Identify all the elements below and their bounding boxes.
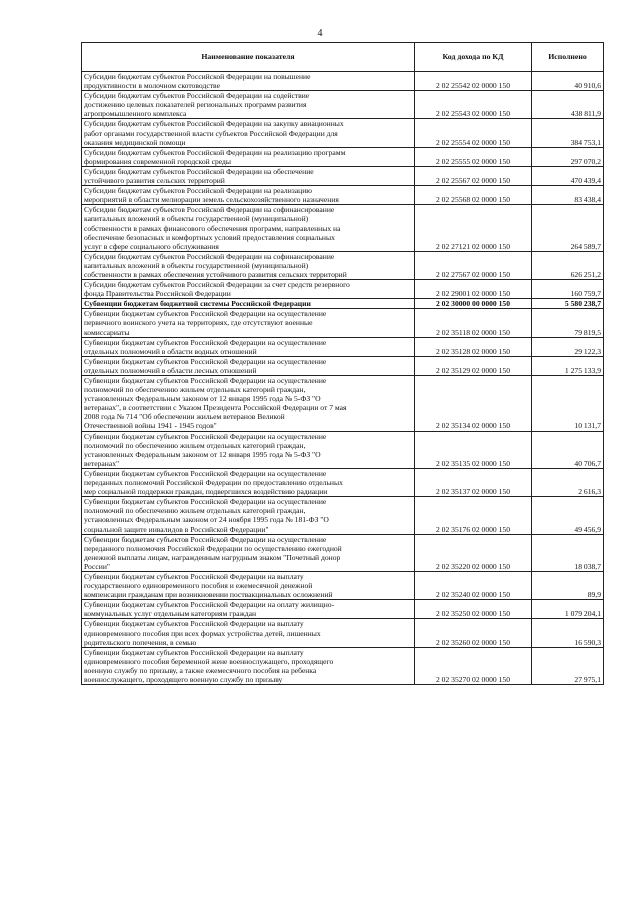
row-value-cell: 27 975,1 (532, 647, 604, 684)
row-code-cell: 2 02 27121 02 0000 150 (415, 205, 532, 251)
table-row (82, 280, 604, 299)
row-value-cell: 16 590,3 (532, 619, 604, 647)
row-name-cell: Субсидии бюджетам субъектов Российской Федерации за счет средств резервного фонда Правительства Российской Федерации (82, 280, 415, 299)
table-row (82, 497, 604, 534)
table-row (82, 166, 604, 185)
row-name-cell: Субвенции бюджетам субъектов Российской Федерации на оплату жилищно- коммунальных услуг отдельным категориям граждан (82, 600, 415, 619)
row-name-cell: Субсидии бюджетам субъектов Российской Федерации на софинансирование капитальных вложений в объекты государственной (муниципальной) собственности в рамках обеспечения устойчивого развития сельских территорий (82, 251, 415, 279)
row-code-cell: 2 02 25568 02 0000 150 (415, 186, 532, 205)
table-row (82, 299, 604, 309)
row-code-cell: 2 02 25555 02 0000 150 (415, 147, 532, 166)
row-code-cell: 2 02 35137 02 0000 150 (415, 468, 532, 496)
row-name-cell: Субсидии бюджетам субъектов Российской Федерации на софинансирование капитальных вложений в объекты государственной (муниципальной) собственности в рамках финансового обеспечения программ, направленных на обеспечение безопасных и комфортных условий предоставления социальных услуг в сфере социального обслуживания (82, 205, 415, 251)
row-code-cell: 2 02 29001 02 0000 150 (415, 280, 532, 299)
table-row (82, 534, 604, 571)
row-value-cell: 89,9 (532, 571, 604, 599)
table-row (82, 72, 604, 91)
row-code-cell: 2 02 35128 02 0000 150 (415, 337, 532, 356)
table-row (82, 376, 604, 432)
budget-table (81, 42, 604, 685)
table-body (82, 72, 604, 685)
row-value-cell: 29 122,3 (532, 337, 604, 356)
row-code-cell: 2 02 35270 02 0000 150 (415, 647, 532, 684)
row-code-cell: 2 02 25554 02 0000 150 (415, 119, 532, 147)
row-value-cell: 264 589,7 (532, 205, 604, 251)
row-name-cell: Субвенции бюджетам субъектов Российской Федерации на выплату единовременного пособия беременной жене военнослужащего, проходящего военную службу по призыву, а также ежемесячного пособия на ребенка военнослужащего, проходящего военную службу по призыву (82, 647, 415, 684)
table-row (82, 205, 604, 251)
table-row (82, 119, 604, 147)
row-value-cell: 5 580 238,7 (532, 299, 604, 309)
table-row (82, 186, 604, 205)
row-name-cell: Субсидии бюджетам субъектов Российской Федерации на обеспечение устойчивого развития сельских территорий (82, 166, 415, 185)
row-code-cell: 2 02 35250 02 0000 150 (415, 600, 532, 619)
row-name-cell: Субвенции бюджетам субъектов Российской Федерации на осуществление первичного воинского учета на территориях, где отсутствуют военные комиссариаты (82, 309, 415, 337)
table-row (82, 309, 604, 337)
row-value-cell: 40 706,7 (532, 431, 604, 468)
row-value-cell: 18 038,7 (532, 534, 604, 571)
row-value-cell: 160 759,7 (532, 280, 604, 299)
row-code-cell: 2 02 35240 02 0000 150 (415, 571, 532, 599)
row-name-cell: Субсидии бюджетам субъектов Российской Федерации на закупку авиационных работ органами государственной власти субъектов Российской Федерации для оказания медицинской помощи (82, 119, 415, 147)
table-row (82, 147, 604, 166)
row-name-cell: Субвенции бюджетам субъектов Российской Федерации на выплату государственного единовременного пособия и ежемесячной денежной компенсации гражданам при возникновении поствакцинальных осложнений (82, 571, 415, 599)
row-name-cell: Субвенции бюджетам субъектов Российской Федерации на выплату единовременного пособия при всех формах устройства детей, лишенных родительского попечения, в семью (82, 619, 415, 647)
row-value-cell: 2 616,3 (532, 468, 604, 496)
row-name-cell: Субвенции бюджетам субъектов Российской Федерации на осуществление полномочий по обеспечению жильем отдельных категорий граждан, установленных Федеральным законом от 24 ноября 1995 года № 181-ФЗ "О социальной защите инвалидов в Российской Федерации" (82, 497, 415, 534)
row-code-cell: 2 02 30000 00 0000 150 (415, 299, 532, 309)
page-number: 4 (317, 28, 323, 39)
table-row (82, 468, 604, 496)
table-row (82, 571, 604, 599)
table-row (82, 619, 604, 647)
row-value-cell: 470 439,4 (532, 166, 604, 185)
row-name-cell: Субвенции бюджетам субъектов Российской Федерации на осуществление полномочий по обеспечению жильем отдельных категорий граждан, установленных Федеральным законом от 12 января 1995 года № 5-ФЗ "О ветеранах", в соответствии с Указом Президента Российской Федерации от 7 мая 2008 года № 714 "Об обеспечении жильем ветеранов Великой Отечественной войны 1941 - 1945 годов" (82, 376, 415, 432)
row-name-cell: Субвенции бюджетам субъектов Российской Федерации на осуществление переданных полномочий Российской Федерации по предоставлению отдельных мер социальной поддержки граждан, подвергшихся воздействию радиации (82, 468, 415, 496)
row-value-cell: 1 275 133,9 (532, 356, 604, 375)
table-header-row (82, 43, 604, 72)
row-value-cell: 83 438,4 (532, 186, 604, 205)
row-code-cell: 2 02 35134 02 0000 150 (415, 376, 532, 432)
row-value-cell: 438 811,9 (532, 91, 604, 119)
table-row (82, 431, 604, 468)
row-name-cell: Субсидии бюджетам субъектов Российской Федерации на реализацию мероприятий в области мелиорации земель сельскохозяйственного назначения (82, 186, 415, 205)
row-code-cell: 2 02 35135 02 0000 150 (415, 431, 532, 468)
row-value-cell: 1 079 204,1 (532, 600, 604, 619)
row-name-cell: Субвенции бюджетам субъектов Российской Федерации на осуществление отдельных полномочий в области водных отношений (82, 337, 415, 356)
header-executed: Исполнено (532, 43, 604, 72)
row-name-cell: Субвенции бюджетам бюджетной системы Российской Федерации (82, 299, 415, 309)
row-value-cell: 384 753,1 (532, 119, 604, 147)
row-name-cell: Субвенции бюджетам субъектов Российской Федерации на осуществление переданного полномочия Российской Федерации по осуществлению ежегодной денежной выплаты лицам, награжденным нагрудным знаком "Почетный донор России" (82, 534, 415, 571)
row-name-cell: Субсидии бюджетам субъектов Российской Федерации на содействие достижению целевых показателей региональных программ развития агропромышленного комплекса (82, 91, 415, 119)
table-row (82, 356, 604, 375)
row-code-cell: 2 02 27567 02 0000 150 (415, 251, 532, 279)
row-value-cell: 49 456,9 (532, 497, 604, 534)
row-code-cell: 2 02 35176 02 0000 150 (415, 497, 532, 534)
row-code-cell: 2 02 25542 02 0000 150 (415, 72, 532, 91)
row-code-cell: 2 02 35220 02 0000 150 (415, 534, 532, 571)
table-row (82, 647, 604, 684)
table-row (82, 91, 604, 119)
row-name-cell: Субсидии бюджетам субъектов Российской Федерации на повышение продуктивности в молочном скотоводстве (82, 72, 415, 91)
row-code-cell: 2 02 25543 02 0000 150 (415, 91, 532, 119)
row-value-cell: 79 819,5 (532, 309, 604, 337)
table-row (82, 251, 604, 279)
row-code-cell: 2 02 35118 02 0000 150 (415, 309, 532, 337)
row-value-cell: 626 251,2 (532, 251, 604, 279)
row-code-cell: 2 02 35260 02 0000 150 (415, 619, 532, 647)
table-row (82, 600, 604, 619)
row-value-cell: 297 070,2 (532, 147, 604, 166)
row-code-cell: 2 02 35129 02 0000 150 (415, 356, 532, 375)
row-code-cell: 2 02 25567 02 0000 150 (415, 166, 532, 185)
row-name-cell: Субвенции бюджетам субъектов Российской Федерации на осуществление отдельных полномочий в области лесных отношений (82, 356, 415, 375)
row-name-cell: Субвенции бюджетам субъектов Российской Федерации на осуществление полномочий по обеспечению жильем отдельных категорий граждан, установленных Федеральным законом от 12 января 1995 года № 5-ФЗ "О ветеранах" (82, 431, 415, 468)
header-indicator-name: Наименование показателя (82, 43, 415, 72)
row-name-cell: Субсидии бюджетам субъектов Российской Федерации на реализацию программ формирования современной городской среды (82, 147, 415, 166)
row-value-cell: 10 131,7 (532, 376, 604, 432)
header-income-code: Код дохода по КД (415, 43, 532, 72)
table-row (82, 337, 604, 356)
row-value-cell: 40 910,6 (532, 72, 604, 91)
